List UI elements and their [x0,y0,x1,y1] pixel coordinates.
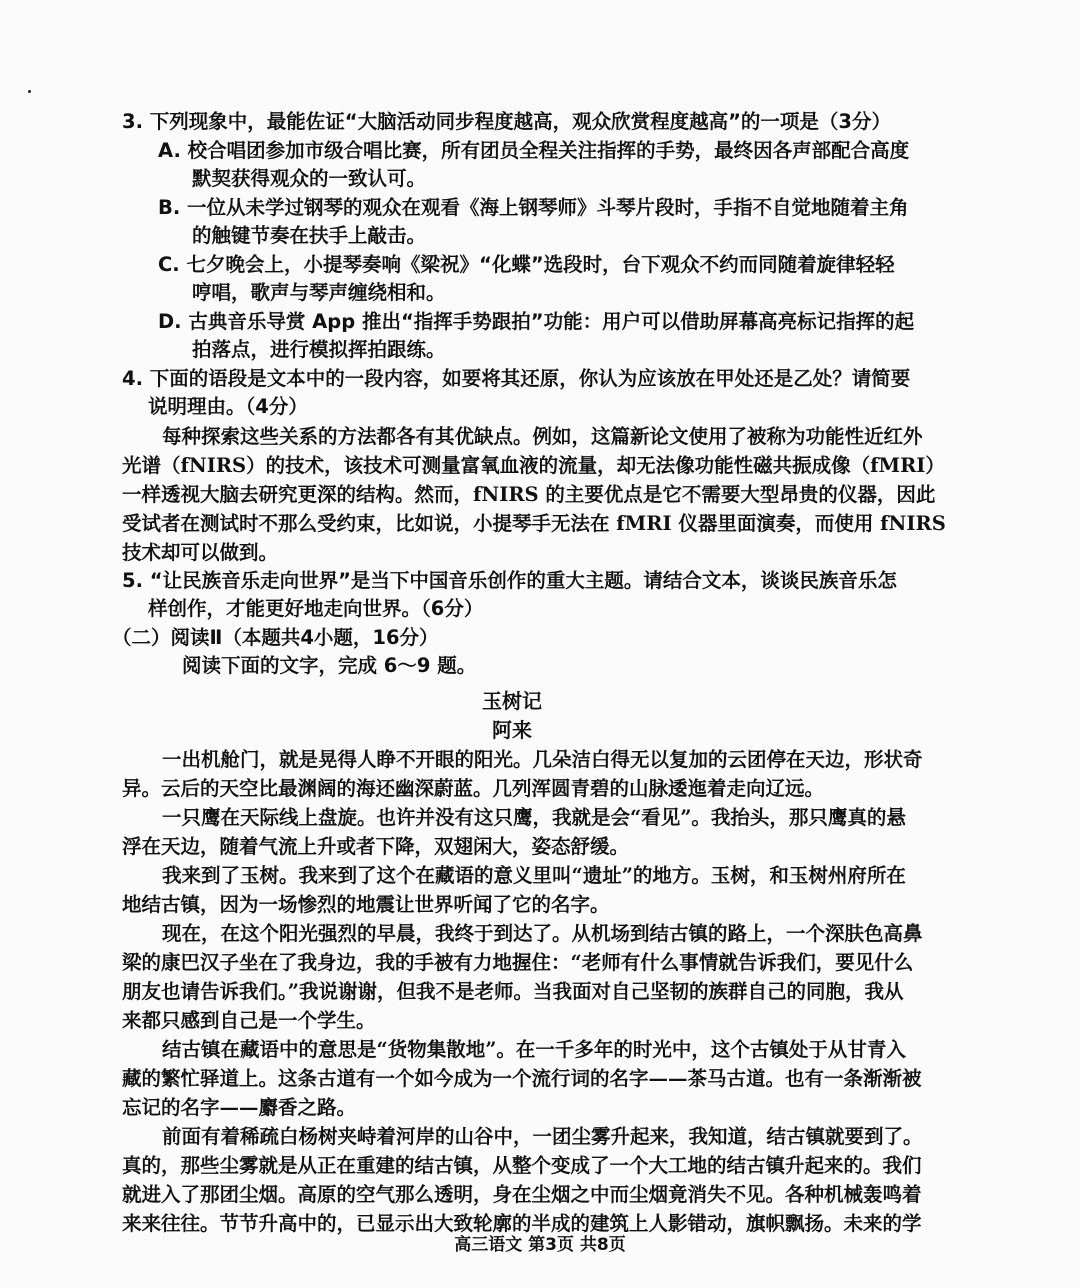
section-2-instruction: 阅读下面的文字，完成 6～9 题。 [182,654,477,677]
paragraph-line: 地结古镇，因为一场惨烈的地震让世界听闻了它的名字。 [122,892,610,916]
question-4-line1: 4. 下面的语段是文本中的一段内容，如要将其还原，你认为应该放在甲处还是乙处？请简要 [122,366,911,390]
option-c-line2: 哼唱，歌声与琴声缠绕相和。 [192,281,446,304]
question-5 [122,567,902,624]
paragraph-line: 前面有着稀疏白杨树夹峙着河岸的山谷中，一团尘雾升起来，我知道，结古镇就要到了。 [162,1124,923,1148]
option-a-line2: 默契获得观众的一致认可。 [192,167,427,190]
page-footer: 高三语文 第3页 共8页 [454,1235,626,1255]
paragraph-line: 真的，那些尘雾就是从正在重建的结古镇，从整个变成了一个大工地的结古镇升起来的。我们 [122,1153,922,1177]
passage-line: 每种探索这些关系的方法都各有其优缺点。例如，这篇新论文使用了被称为功能性近红外 [162,424,923,448]
article-paragraph [122,861,906,919]
paragraph-line: 就进入了那团尘烟。高原的空气那么透明，身在尘烟之中而尘烟竟消失不见。各种机械轰鸣着 [122,1182,922,1206]
article-body [122,745,923,1238]
question-4 [122,365,946,567]
option-a-line1: A. 校合唱团参加市级合唱比赛，所有团员全程关注指挥的手势，最终因各声部配合高度 [158,138,910,162]
option-b-line1: B. 一位从未学过钢琴的观众在观看《海上钢琴师》斗琴片段时，手指不自觉地随着主角 [158,195,909,219]
passage-line: 技术却可以做到。 [122,540,279,564]
paragraph-line: 藏的繁忙驿道上。这条古道有一个如今成为一个流行词的名字——茶马古道。也有一条渐渐被 [122,1066,922,1090]
option-b [122,194,909,251]
paragraph-line: 我来到了玉树。我来到了这个在藏语的意义里叫“遗址”的地方。玉树，和玉树州府所在 [162,863,906,887]
paragraph-line: 朋友也请告诉我们。”我说谢谢，但我不是老师。当我面对自己坚韧的族群自己的同胞，我从 [122,979,904,1003]
section-2-heading: （二）阅读Ⅱ（本题共4小题，16分） [112,625,439,649]
option-a [122,137,910,194]
article-paragraph [122,919,923,1035]
question-4-line2: 说明理由。（4分） [148,395,308,418]
option-c-line1: C. 七夕晚会上，小提琴奏响《梁祝》“化蝶”选段时，台下观众不约而同随着旋律轻轻 [158,252,895,276]
question-3-stem: 3. 下列现象中，最能佐证“大脑活动同步程度越高，观众欣赏程度越高”的一项是（3分） [122,110,891,133]
paragraph-line: 异。云后的天空比最渊阔的海还幽深蔚蓝。几列浑圆青碧的山脉逶迤着走向辽远。 [122,776,825,800]
option-d-line2: 拍落点，进行模拟挥拍跟练。 [192,338,446,361]
article-paragraph [122,1035,922,1122]
passage-line: 光谱（fNIRS）的技术，该技术可测量富氧血液的流量，却无法像功能性磁共振成像（fMRI） [122,453,945,477]
paragraph-line: 浮在天边，随着气流上升或者下降，双翅闲大，姿态舒缓。 [122,834,630,858]
paragraph-line: 来都只感到自己是一个学生。 [122,1008,376,1032]
option-d-line1: D. 古典音乐导赏 App 推出“指挥手势跟拍”功能：用户可以借助屏幕高亮标记指挥的起 [158,309,915,333]
paragraph-line: 现在，在这个阳光强烈的早晨，我终于到达了。从机场到结古镇的路上，一个深肤色高鼻 [162,921,923,945]
article-paragraph [122,803,906,861]
article-title: 玉树记 [482,688,542,713]
question-5-line1: 5. “让民族音乐走向世界”是当下中国音乐创作的重大主题。请结合文本，谈谈民族音乐怎 [122,568,897,592]
scan-speck [28,90,31,93]
option-b-line2: 的触键节奏在扶手上敲击。 [192,224,427,247]
paragraph-line: 梁的康巴汉子坐在了我身边，我的手被有力地握住：“老师有什么事情就告诉我们，要见什么 [122,950,914,974]
option-d [122,308,915,365]
question-4-passage [122,422,946,567]
question-5-line2: 样创作，才能更好地走向世界。（6分） [148,597,484,620]
page-content [112,108,946,1238]
paragraph-line: 忘记的名字——麝香之路。 [122,1095,357,1119]
passage-line: 受试者在测试时不那么受约束，比如说，小提琴手无法在 fMRI 仪器里面演奏，而使用 fNIRS [122,511,946,535]
passage-line: 一样透视大脑去研究更深的结构。然而，fNIRS 的主要优点是它不需要大型昂贵的仪器，因此 [122,482,936,506]
article-paragraph [122,1122,923,1238]
article-author: 阿来 [492,717,532,742]
question-3 [122,108,915,365]
option-c [122,251,902,308]
paragraph-line: 来来往往。节节升高中的，已显示出大致轮廓的半成的建筑上人影错动，旗帜飘扬。未来的学 [122,1211,922,1235]
paragraph-line: 一出机舱门，就是晃得人睁不开眼的阳光。几朵洁白得无以复加的云团停在天边，形状奇 [162,747,923,771]
paragraph-line: 一只鹰在天际线上盘旋。也许并没有这只鹰，我就是会“看见”。我抬头，那只鹰真的悬 [162,805,906,829]
article-paragraph [122,745,923,803]
paragraph-line: 结古镇在藏语中的意思是“货物集散地”。在一千多年的时光中，这个古镇处于从甘青入 [162,1037,906,1061]
